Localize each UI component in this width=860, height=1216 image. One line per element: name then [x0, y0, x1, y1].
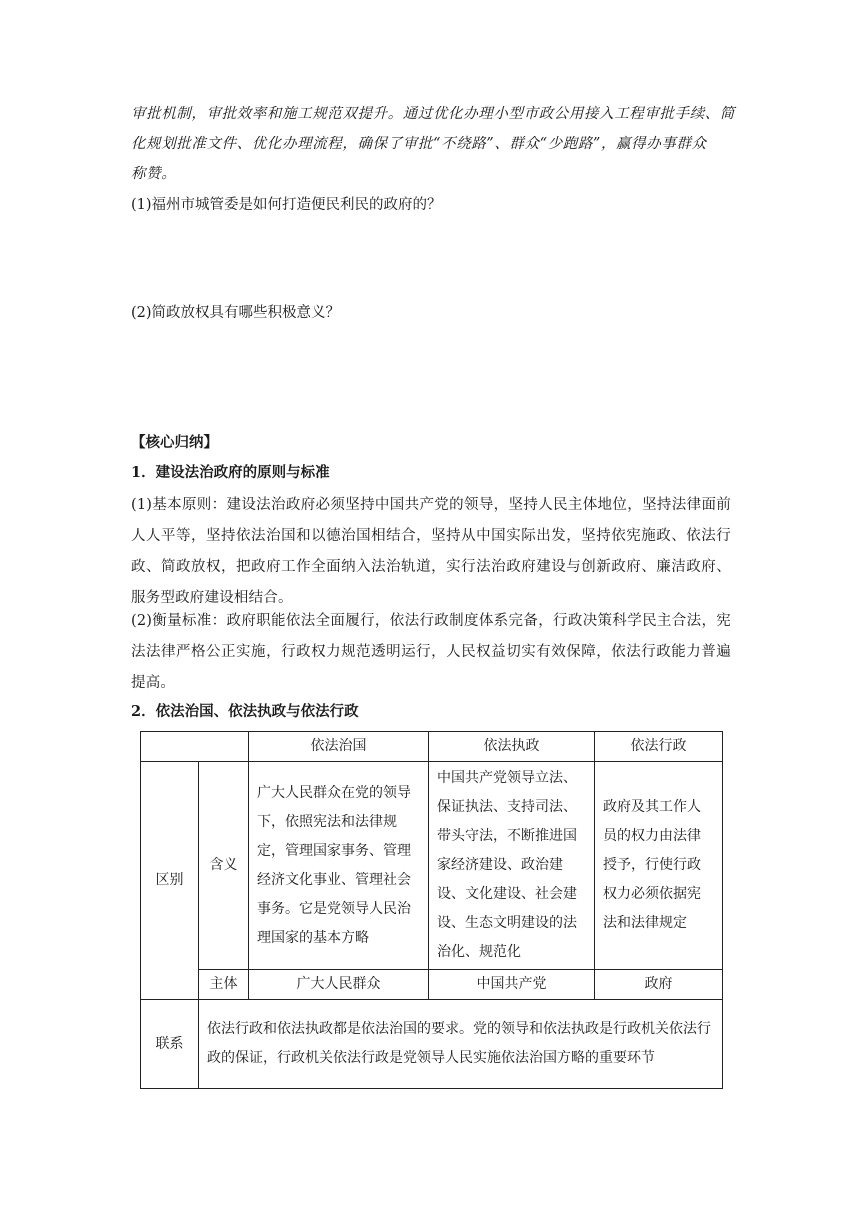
- comparison-table: [140, 731, 723, 1089]
- meaning-label: 含义: [199, 762, 249, 970]
- relation-label: 联系: [141, 1000, 199, 1089]
- meaning-rule-of-law: 广大人民群众在党的领导下，依照宪法和法律规定，管理国家事务、管理经济文化事业、管理社会事务。它是党领导人民治理国家的基本方略: [249, 762, 429, 970]
- question-2: (2)简政放权具有哪些积极意义？: [131, 305, 341, 321]
- meaning-governing-by-law: 中国共产党领导立法、保证执法、支持司法、带头守法，不断推进国家经济建设、政治建设、文化建设、社会建设、生态文明建设的法治化、规范化: [429, 762, 595, 970]
- intro-line-1: 审批机制，审批效率和施工规范双提升。通过优化办理小型市政公用接入工程审批手续、简: [131, 106, 735, 122]
- subject-administration-by-law: 政府: [595, 970, 723, 1000]
- table-row-relation: [141, 1000, 723, 1089]
- subject-governing-by-law: 中国共产党: [429, 970, 595, 1000]
- section1-standards: (2)衡量标准：政府职能依法全面履行，依法行政制度体系完备，行政决策科学民主合法，宪法法律严格公正实施，行政权力规范透明运行，人民权益切实有效保障，依法行政能力普遍提高。: [131, 613, 731, 691]
- header-governing-by-law: 依法执政: [429, 732, 595, 762]
- section2-heading: 2．依法治国、依法执政与依法行政: [131, 703, 359, 720]
- header-rule-of-law: 依法治国: [249, 732, 429, 762]
- intro-line-3: 称赞。: [131, 166, 177, 182]
- section1-heading: 1．建设法治政府的原则与标准: [131, 464, 330, 481]
- table-row-meaning: [141, 762, 723, 970]
- summary-title: 【核心归纳】: [131, 434, 218, 451]
- difference-label: 区别: [141, 762, 199, 1000]
- section1-principles: (1)基本原则：建设法治政府必须坚持中国共产党的领导，坚持人民主体地位，坚持法律面前人人平等，坚持依法治国和以德治国相结合，坚持从中国实际出发，坚持依宪施政、依法行政、简政放权，把政府工作全面纳入法治轨道，实行法治政府建设与创新政府、廉洁政府、服务型政府建设相结合。: [131, 497, 731, 606]
- subject-label: 主体: [199, 970, 249, 1000]
- question-1: (1)福州市城管委是如何打造便民利民的政府的？: [131, 197, 442, 213]
- meaning-administration-by-law: 政府及其工作人员的权力由法律授予，行使行政权力必须依据宪法和法律规定: [595, 762, 723, 970]
- intro-line-2: 化规划批准文件、优化办理流程，确保了审批“不绕路”、群众“少跑路”，赢得办事群众: [131, 136, 707, 152]
- header-administration-by-law: 依法行政: [595, 732, 723, 762]
- subject-rule-of-law: 广大人民群众: [249, 970, 429, 1000]
- relation-text: 依法行政和依法执政都是依法治国的要求。党的领导和依法执政是行政机关依法行政的保证，行政机关依法行政是党领导人民实施依法治国方略的重要环节: [199, 1000, 723, 1089]
- table-row-subject: [141, 970, 723, 1000]
- table-header-row: [141, 732, 723, 762]
- header-empty-cell: [141, 732, 249, 762]
